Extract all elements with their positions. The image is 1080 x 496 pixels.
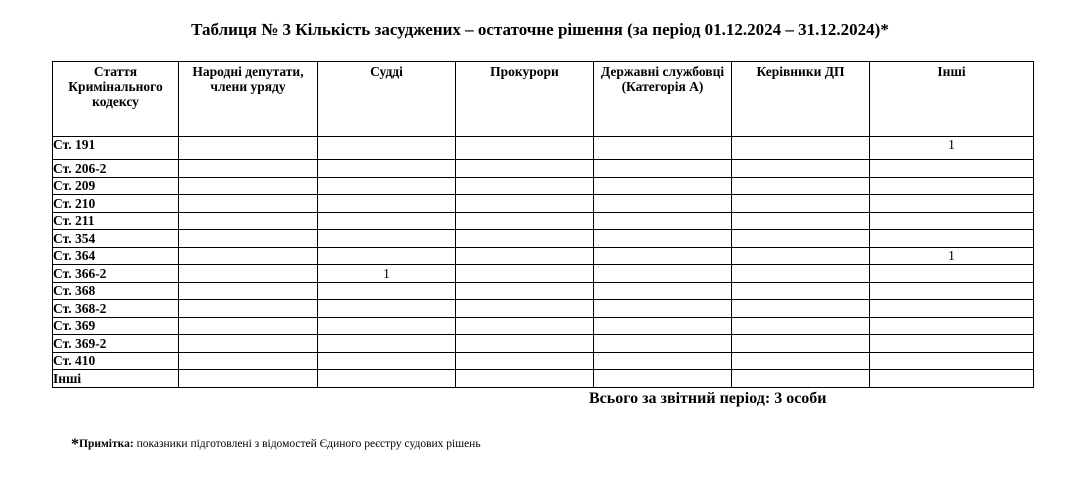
- count-cell: [456, 137, 594, 160]
- count-cell: [179, 317, 318, 335]
- count-cell: [732, 300, 870, 318]
- article-cell: Ст. 209: [53, 177, 179, 195]
- count-cell: [318, 160, 456, 178]
- table-row: [53, 370, 1034, 388]
- article-cell: Ст. 369-2: [53, 335, 179, 353]
- count-cell: [594, 212, 732, 230]
- count-cell: [179, 160, 318, 178]
- count-cell: 1: [870, 137, 1034, 160]
- header-cell: Інші: [870, 62, 1034, 137]
- count-cell: [732, 195, 870, 213]
- count-cell: [870, 195, 1034, 213]
- count-cell: 1: [318, 265, 456, 283]
- count-cell: [179, 335, 318, 353]
- count-cell: [870, 230, 1034, 248]
- table-row: [53, 137, 1034, 160]
- count-cell: [179, 137, 318, 160]
- count-cell: [870, 300, 1034, 318]
- count-cell: [732, 265, 870, 283]
- article-cell: Ст. 368-2: [53, 300, 179, 318]
- article-cell: Ст. 354: [53, 230, 179, 248]
- count-cell: [318, 317, 456, 335]
- count-cell: [318, 370, 456, 388]
- count-cell: [732, 177, 870, 195]
- count-cell: [318, 137, 456, 160]
- table-body: [53, 137, 1034, 388]
- count-cell: [456, 282, 594, 300]
- count-cell: [594, 247, 732, 265]
- count-cell: [870, 317, 1034, 335]
- count-cell: [870, 282, 1034, 300]
- count-cell: [179, 300, 318, 318]
- article-cell: Ст. 410: [53, 352, 179, 370]
- count-cell: [318, 230, 456, 248]
- count-cell: [179, 195, 318, 213]
- article-cell: Ст. 368: [53, 282, 179, 300]
- count-cell: [456, 300, 594, 318]
- header-row: [53, 62, 1034, 137]
- article-cell: Ст. 364: [53, 247, 179, 265]
- count-cell: [179, 352, 318, 370]
- header-cell: Стаття Кримінального кодексу: [53, 62, 179, 137]
- count-cell: [594, 317, 732, 335]
- count-cell: [179, 282, 318, 300]
- count-cell: [732, 317, 870, 335]
- count-cell: [456, 247, 594, 265]
- count-cell: [594, 282, 732, 300]
- period-total: Всього за звітний період: 3 особи: [589, 390, 827, 407]
- header-cell: Прокурори: [456, 62, 594, 137]
- table-row: [53, 352, 1034, 370]
- footnote-asterisk: *: [71, 436, 79, 453]
- count-cell: [318, 247, 456, 265]
- count-cell: [318, 195, 456, 213]
- count-cell: [870, 265, 1034, 283]
- count-cell: [870, 177, 1034, 195]
- count-cell: [318, 335, 456, 353]
- table-row: [53, 195, 1034, 213]
- count-cell: [456, 195, 594, 213]
- count-cell: [179, 212, 318, 230]
- count-cell: [732, 247, 870, 265]
- count-cell: [318, 300, 456, 318]
- table-row: [53, 300, 1034, 318]
- header-cell: Керівники ДП: [732, 62, 870, 137]
- table-row: [53, 335, 1034, 353]
- count-cell: [594, 352, 732, 370]
- table-row: [53, 177, 1034, 195]
- count-cell: [870, 370, 1034, 388]
- count-cell: [870, 160, 1034, 178]
- count-cell: [179, 177, 318, 195]
- count-cell: [594, 195, 732, 213]
- count-cell: [456, 352, 594, 370]
- count-cell: [870, 352, 1034, 370]
- count-cell: [594, 177, 732, 195]
- count-cell: [594, 230, 732, 248]
- count-cell: [594, 160, 732, 178]
- count-cell: [456, 230, 594, 248]
- count-cell: [318, 177, 456, 195]
- table-row: [53, 247, 1034, 265]
- count-cell: [594, 137, 732, 160]
- count-cell: [732, 212, 870, 230]
- article-cell: Інші: [53, 370, 179, 388]
- count-cell: [732, 282, 870, 300]
- count-cell: [456, 160, 594, 178]
- header-cell: Судді: [318, 62, 456, 137]
- count-cell: [456, 212, 594, 230]
- table-row: [53, 282, 1034, 300]
- count-cell: [594, 265, 732, 283]
- table-row: [53, 265, 1034, 283]
- count-cell: [179, 265, 318, 283]
- count-cell: [594, 300, 732, 318]
- footnote-text: показники підготовлені з відомостей Єдиного реєстру судових рішень: [133, 438, 481, 450]
- count-cell: [456, 370, 594, 388]
- count-cell: [456, 265, 594, 283]
- count-cell: [732, 335, 870, 353]
- count-cell: [179, 370, 318, 388]
- header-cell: Народні депутати, члени уряду: [179, 62, 318, 137]
- footnote: [71, 436, 481, 454]
- article-cell: Ст. 369: [53, 317, 179, 335]
- footnote-label: Примітка:: [79, 438, 134, 450]
- article-cell: Ст. 366-2: [53, 265, 179, 283]
- table-row: [53, 212, 1034, 230]
- count-cell: [318, 352, 456, 370]
- table-row: [53, 160, 1034, 178]
- count-cell: [732, 160, 870, 178]
- table-row: [53, 317, 1034, 335]
- count-cell: [732, 370, 870, 388]
- count-cell: [594, 335, 732, 353]
- article-cell: Ст. 211: [53, 212, 179, 230]
- count-cell: 1: [870, 247, 1034, 265]
- count-cell: [456, 177, 594, 195]
- table-row: [53, 230, 1034, 248]
- document-title: Таблиця № 3 Кількість засуджених – остаточне рішення (за період 01.12.2024 – 31.12.2024)*: [191, 20, 889, 39]
- count-cell: [456, 335, 594, 353]
- count-cell: [318, 282, 456, 300]
- article-cell: Ст. 191: [53, 137, 179, 160]
- count-cell: [179, 230, 318, 248]
- count-cell: [732, 137, 870, 160]
- count-cell: [594, 370, 732, 388]
- convictions-table: [52, 61, 1034, 388]
- count-cell: [870, 212, 1034, 230]
- article-cell: Ст. 210: [53, 195, 179, 213]
- count-cell: [318, 212, 456, 230]
- count-cell: [732, 230, 870, 248]
- header-cell: Державні службовці (Категорія А): [594, 62, 732, 137]
- count-cell: [870, 335, 1034, 353]
- article-cell: Ст. 206-2: [53, 160, 179, 178]
- count-cell: [179, 247, 318, 265]
- count-cell: [456, 317, 594, 335]
- count-cell: [732, 352, 870, 370]
